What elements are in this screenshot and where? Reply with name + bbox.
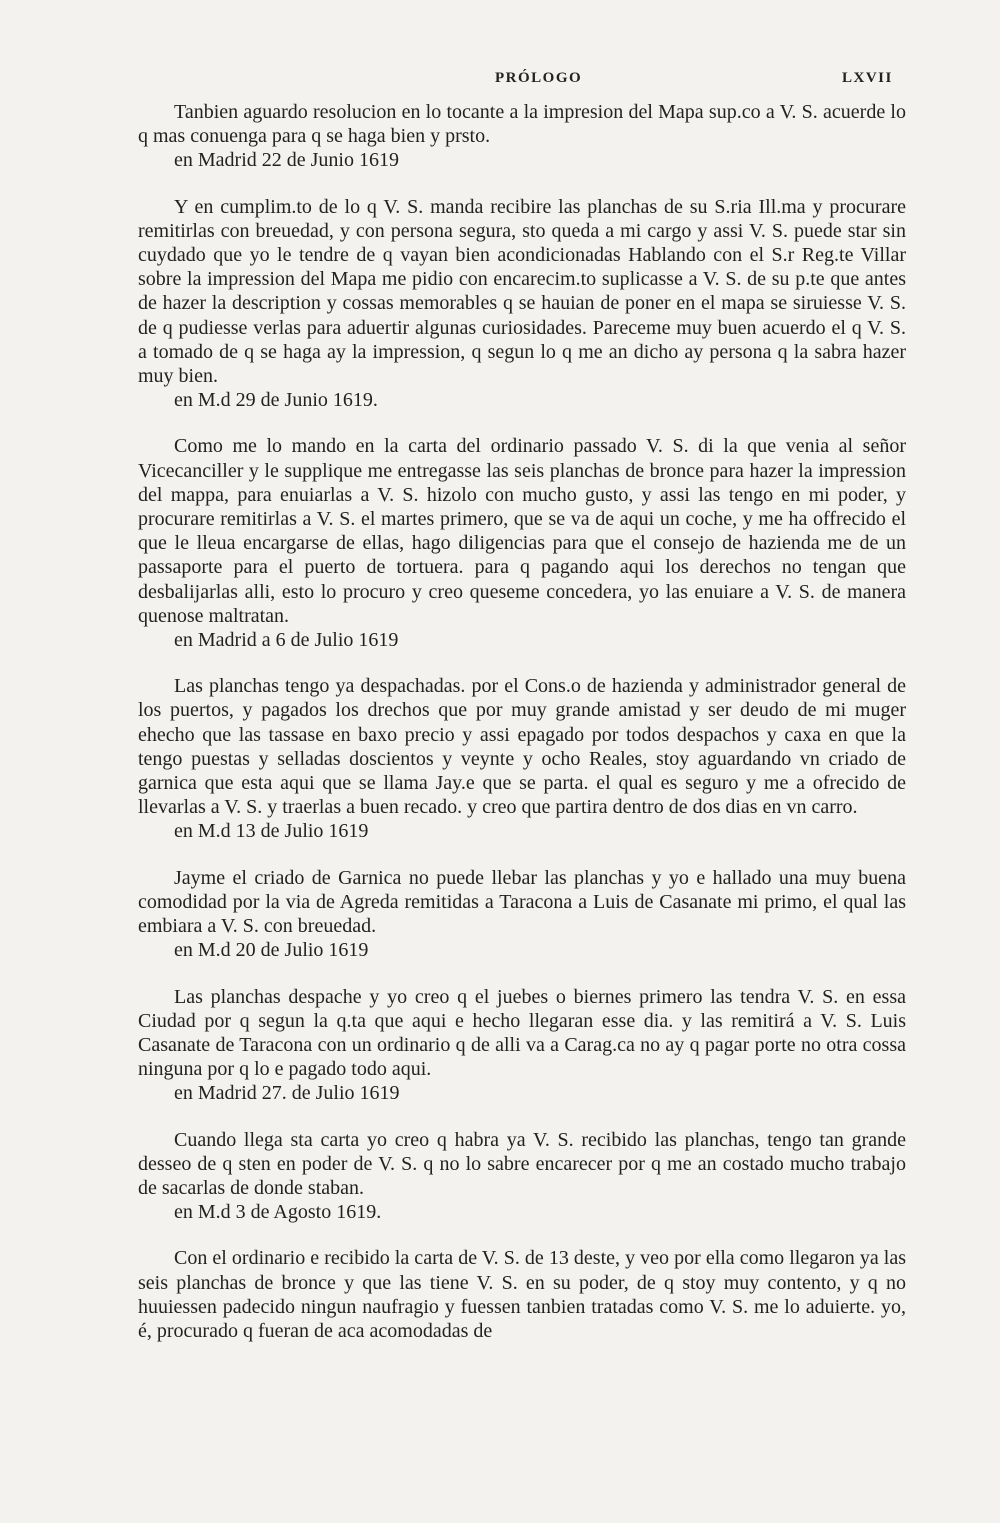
entry-text: Con el ordinario e recibido la carta de V. S. de 13 deste, y veo por ella como llegaron ya las seis planchas de bronce y que las tiene V. S. en su poder, de q stoy muy contento, y q no huuiessen padecido ningun naufragio y fuessen tanbien tratadas como V. S. me lo aduierte. yo, é, procurado q fueran de aca acomodadas de <box>138 1247 906 1342</box>
letter-entry <box>138 674 906 843</box>
entry-dateline: en Madrid 27. de Julio 1619 <box>174 1082 400 1105</box>
entry-dateline: en M.d 3 de Agosto 1619. <box>174 1201 382 1224</box>
entry-text: Las planchas tengo ya despachadas. por el Cons.o de hazienda y administrador general de los puertos, y pagados los drechos que por muy grande amistad y ser deudo de mi muger ehecho que las tassase en baxo precio y assi epagado por todos despachos y caxa en que la tengo puestas y selladas doscientos y veynte y ocho Reales, stoy aguardando vn criado de garnica que esta aqui que se llama Jay.e que se parta. el qual es seguro y me a ofrecido de llevarlas a V. S. y traerlas a buen recado. y creo que partira dentro de dos dias en vn carro. <box>138 675 906 819</box>
letter-entry <box>138 195 906 413</box>
running-title: PRÓLOGO <box>495 70 583 86</box>
entry-text: Tanbien aguardo resolucion en lo tocante a la impresion del Mapa sup.co a V. S. acuerde lo q mas conuenga para q se haga bien y prsto. <box>138 101 906 148</box>
entry-text: Jayme el criado de Garnica no puede llebar las planchas y yo e hallado una muy buena comodidad por la via de Agreda remitidas a Taracona a Luis de Casanate mi primo, el qual las embiara a V. S. con breuedad. <box>138 866 906 938</box>
entry-text: Como me lo mando en la carta del ordinario passado V. S. di la que venia al señor Vicecanciller y le supplique me entregasse las seis planchas de bronce para hazer la impression del mappa, para enuiarlas a V. S. hizolo con mucho gusto, y assi las tengo en mi poder, y procurare remitirlas a V. S. el martes primero, que se va de aqui un coche, y me ha offrecido el que le lleua encargarse de ellas, hago diligencias para que el consejo de hazienda me de un passaporte para el puerto de tortuera. para q pagando aqui los derechos no tengan que desbalijarlas alli, esto lo procuro y creo queseme concedera, yo las enuiare a V. S. de manera quenose maltratan. <box>138 435 906 627</box>
entry-dateline: en Madrid 22 de Junio 1619 <box>174 149 399 172</box>
document-body <box>138 100 906 1365</box>
entry-text: Cuando llega sta carta yo creo q habra ya V. S. recibido las planchas, tengo tan grande desseo de q sten en poder de V. S. q no lo sabre encarecer por q me an costado mucho trabajo de sacarlas de donde staban. <box>138 1128 906 1199</box>
entry-text: Las planchas despache y yo creo q el juebes o biernes primero las tendra V. S. en essa Ciudad por q segun la q.ta que aqui e hecho llegaran esse dia. y las remitirá a V. S. Luis Casanate de Taracona con un ordinario q de alli va a Carag.ca no ay q pagar porte no otra cossa ninguna por q lo e pagado todo aqui. <box>138 985 906 1081</box>
letter-entry <box>138 100 906 173</box>
entry-dateline: en M.d 20 de Julio 1619 <box>174 939 369 962</box>
letter-entry <box>138 1246 906 1343</box>
letter-entry <box>138 1128 906 1225</box>
letter-entry <box>138 434 906 652</box>
entry-dateline: en Madrid a 6 de Julio 1619 <box>174 629 399 652</box>
entry-text: Y en cumplim.to de lo q V. S. manda recibire las planchas de su S.ria Ill.ma y procurare remitirlas con breuedad, y con persona segura, sto queda a mi cargo y assi V. S. puede star sin cuydado que yo le tendre de q vayan bien acondicionadas Hablando con el S.r Reg.te Villar sobre la impression del Mapa me pidio con encarecim.to suplicasse a V. S. de su p.te que antes de hazer la description y cossas memorables q se hauian de poner en el mapa se siruiesse V. S. de q pudiesse verlas para aduertir algunas curiosidades. Pareceme muy buen acuerdo el q V. S. a tomado de q se haga ay la impression, q segun lo q me an dicho ay persona q la sabra hazer muy bien. <box>138 195 906 388</box>
entry-dateline: en M.d 29 de Junio 1619. <box>174 389 378 412</box>
letter-entry <box>138 985 906 1106</box>
letter-entry <box>138 866 906 963</box>
page-header <box>0 70 1000 94</box>
entry-dateline: en M.d 13 de Julio 1619 <box>174 820 369 843</box>
page-number: LXVII <box>842 70 893 86</box>
